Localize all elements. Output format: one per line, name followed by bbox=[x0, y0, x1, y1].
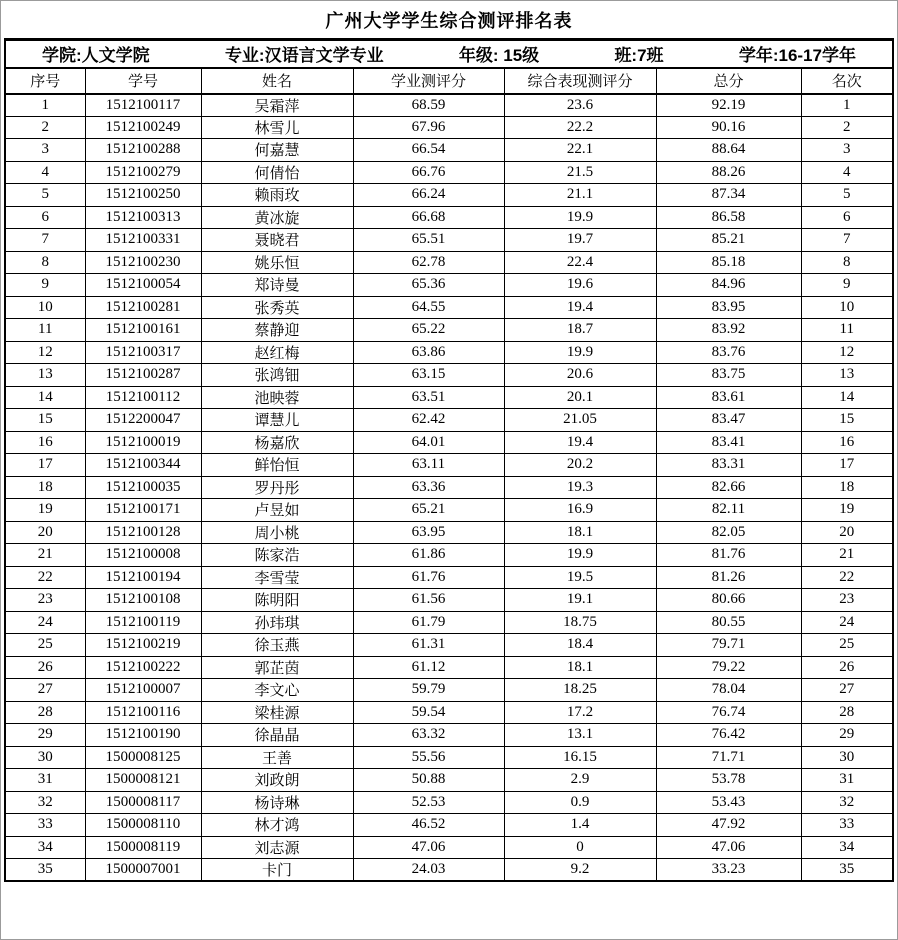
table-cell: 46.52 bbox=[353, 814, 504, 837]
table-cell: 8 bbox=[5, 251, 85, 274]
table-cell: 18.7 bbox=[504, 319, 656, 342]
table-cell: 63.32 bbox=[353, 724, 504, 747]
table-cell: 3 bbox=[5, 139, 85, 162]
info-school-year: 学年:16-17学年 bbox=[738, 46, 856, 66]
table-cell: 19.1 bbox=[504, 589, 656, 612]
column-header-student-id: 学号 bbox=[85, 68, 201, 94]
table-cell: 2.9 bbox=[504, 769, 656, 792]
table-cell: 7 bbox=[801, 229, 893, 252]
table-cell: 88.64 bbox=[656, 139, 801, 162]
table-cell: 63.15 bbox=[353, 364, 504, 387]
table-cell: 王善 bbox=[201, 746, 353, 769]
table-cell: 1512100190 bbox=[85, 724, 201, 747]
table-cell: 17 bbox=[5, 454, 85, 477]
table-cell: 29 bbox=[801, 724, 893, 747]
table-cell: 83.92 bbox=[656, 319, 801, 342]
table-cell: 83.75 bbox=[656, 364, 801, 387]
table-row bbox=[5, 791, 893, 814]
table-cell: 杨嘉欣 bbox=[201, 431, 353, 454]
table-cell: 23 bbox=[801, 589, 893, 612]
table-cell: 6 bbox=[5, 206, 85, 229]
table-row bbox=[5, 341, 893, 364]
table-cell: 22 bbox=[801, 566, 893, 589]
table-cell: 21 bbox=[801, 544, 893, 567]
table-header-row bbox=[5, 68, 893, 94]
table-cell: 陈明阳 bbox=[201, 589, 353, 612]
table-cell: 蔡静迎 bbox=[201, 319, 353, 342]
table-row bbox=[5, 139, 893, 162]
table-cell: 81.76 bbox=[656, 544, 801, 567]
table-cell: 81.26 bbox=[656, 566, 801, 589]
table-cell: 87.34 bbox=[656, 184, 801, 207]
table-cell: 53.78 bbox=[656, 769, 801, 792]
table-cell: 8 bbox=[801, 251, 893, 274]
table-cell: 66.68 bbox=[353, 206, 504, 229]
table-cell: 0 bbox=[504, 836, 656, 859]
table-cell: 83.41 bbox=[656, 431, 801, 454]
table-cell: 79.22 bbox=[656, 656, 801, 679]
table-cell: 61.79 bbox=[353, 611, 504, 634]
column-header-comprehensive-score: 综合表现测评分 bbox=[504, 68, 656, 94]
table-cell: 4 bbox=[5, 161, 85, 184]
table-row bbox=[5, 544, 893, 567]
table-cell: 19 bbox=[5, 499, 85, 522]
table-cell: 22 bbox=[5, 566, 85, 589]
table-cell: 1512100313 bbox=[85, 206, 201, 229]
table-cell: 林雪儿 bbox=[201, 116, 353, 139]
table-cell: 83.95 bbox=[656, 296, 801, 319]
table-cell: 1512100249 bbox=[85, 116, 201, 139]
table-cell: 1.4 bbox=[504, 814, 656, 837]
info-flex bbox=[6, 41, 892, 66]
table-cell: 30 bbox=[801, 746, 893, 769]
table-cell: 25 bbox=[801, 634, 893, 657]
table-cell: 3 bbox=[801, 139, 893, 162]
table-cell: 1512100219 bbox=[85, 634, 201, 657]
table-cell: 67.96 bbox=[353, 116, 504, 139]
column-header-name: 姓名 bbox=[201, 68, 353, 94]
table-cell: 83.31 bbox=[656, 454, 801, 477]
table-cell: 30 bbox=[5, 746, 85, 769]
table-cell: 刘政朗 bbox=[201, 769, 353, 792]
table-cell: 10 bbox=[5, 296, 85, 319]
info-grade: 年级: 15级 bbox=[458, 46, 540, 66]
table-cell: 周小桃 bbox=[201, 521, 353, 544]
table-cell: 18 bbox=[801, 476, 893, 499]
table-cell: 1500008121 bbox=[85, 769, 201, 792]
table-cell: 19.3 bbox=[504, 476, 656, 499]
table-cell: 86.58 bbox=[656, 206, 801, 229]
table-cell: 18.1 bbox=[504, 656, 656, 679]
table-cell: 2 bbox=[5, 116, 85, 139]
table-cell: 21 bbox=[5, 544, 85, 567]
table-cell: 59.54 bbox=[353, 701, 504, 724]
table-cell: 28 bbox=[5, 701, 85, 724]
table-cell: 郭芷茵 bbox=[201, 656, 353, 679]
table-row bbox=[5, 814, 893, 837]
table-cell: 14 bbox=[5, 386, 85, 409]
table-cell: 82.66 bbox=[656, 476, 801, 499]
table-cell: 6 bbox=[801, 206, 893, 229]
table-cell: 5 bbox=[801, 184, 893, 207]
table-cell: 10 bbox=[801, 296, 893, 319]
table-cell: 杨诗琳 bbox=[201, 791, 353, 814]
table-cell: 24.03 bbox=[353, 859, 504, 882]
table-row bbox=[5, 499, 893, 522]
table-cell: 66.24 bbox=[353, 184, 504, 207]
table-row bbox=[5, 94, 893, 117]
table-cell: 聂晓君 bbox=[201, 229, 353, 252]
table-cell: 22.4 bbox=[504, 251, 656, 274]
table-cell: 21.1 bbox=[504, 184, 656, 207]
table-cell: 1 bbox=[5, 94, 85, 117]
table-row bbox=[5, 701, 893, 724]
table-cell: 17.2 bbox=[504, 701, 656, 724]
table-cell: 61.56 bbox=[353, 589, 504, 612]
table-cell: 9 bbox=[5, 274, 85, 297]
table-cell: 35 bbox=[5, 859, 85, 882]
info-major: 专业:汉语言文学专业 bbox=[224, 46, 384, 66]
table-cell: 1512100116 bbox=[85, 701, 201, 724]
table-cell: 64.55 bbox=[353, 296, 504, 319]
table-cell: 17 bbox=[801, 454, 893, 477]
table-body bbox=[5, 94, 893, 882]
table-cell: 吴霜萍 bbox=[201, 94, 353, 117]
table-cell: 鲜怡恒 bbox=[201, 454, 353, 477]
table-cell: 64.01 bbox=[353, 431, 504, 454]
table-cell: 19.9 bbox=[504, 544, 656, 567]
table-row bbox=[5, 229, 893, 252]
table-cell: 29 bbox=[5, 724, 85, 747]
table-cell: 20.6 bbox=[504, 364, 656, 387]
table-cell: 24 bbox=[801, 611, 893, 634]
table-cell: 郑诗曼 bbox=[201, 274, 353, 297]
table-cell: 33 bbox=[5, 814, 85, 837]
table-cell: 63.51 bbox=[353, 386, 504, 409]
table-cell: 16 bbox=[801, 431, 893, 454]
table-cell: 0.9 bbox=[504, 791, 656, 814]
column-header-rank: 名次 bbox=[801, 68, 893, 94]
table-row bbox=[5, 296, 893, 319]
table-cell: 47.92 bbox=[656, 814, 801, 837]
table-cell: 1512100019 bbox=[85, 431, 201, 454]
table-cell: 19.6 bbox=[504, 274, 656, 297]
table-cell: 34 bbox=[5, 836, 85, 859]
table-cell: 李文心 bbox=[201, 679, 353, 702]
table-row bbox=[5, 859, 893, 882]
page-title: 广州大学学生综合测评排名表 bbox=[325, 10, 573, 31]
table-row bbox=[5, 611, 893, 634]
table-cell: 1512100279 bbox=[85, 161, 201, 184]
table-cell: 20.1 bbox=[504, 386, 656, 409]
table-cell: 梁桂源 bbox=[201, 701, 353, 724]
table-cell: 刘志源 bbox=[201, 836, 353, 859]
table-cell: 19.5 bbox=[504, 566, 656, 589]
table-cell: 13.1 bbox=[504, 724, 656, 747]
table-cell: 14 bbox=[801, 386, 893, 409]
table-cell: 62.78 bbox=[353, 251, 504, 274]
table-cell: 1512200047 bbox=[85, 409, 201, 432]
table-cell: 1512100281 bbox=[85, 296, 201, 319]
table-cell: 79.71 bbox=[656, 634, 801, 657]
table-cell: 5 bbox=[5, 184, 85, 207]
table-cell: 15 bbox=[5, 409, 85, 432]
table-cell: 何倩怡 bbox=[201, 161, 353, 184]
table-row bbox=[5, 589, 893, 612]
table-row bbox=[5, 319, 893, 342]
table-cell: 16 bbox=[5, 431, 85, 454]
table-cell: 1500008117 bbox=[85, 791, 201, 814]
table-row bbox=[5, 679, 893, 702]
table-cell: 4 bbox=[801, 161, 893, 184]
table-cell: 53.43 bbox=[656, 791, 801, 814]
table-cell: 24 bbox=[5, 611, 85, 634]
table-cell: 23.6 bbox=[504, 94, 656, 117]
table-cell: 83.76 bbox=[656, 341, 801, 364]
table-cell: 1512100108 bbox=[85, 589, 201, 612]
table-cell: 18.1 bbox=[504, 521, 656, 544]
table-cell: 7 bbox=[5, 229, 85, 252]
table-cell: 1512100287 bbox=[85, 364, 201, 387]
table-cell: 33.23 bbox=[656, 859, 801, 882]
table-cell: 18.75 bbox=[504, 611, 656, 634]
table-cell: 31 bbox=[801, 769, 893, 792]
table-cell: 11 bbox=[801, 319, 893, 342]
table-cell: 13 bbox=[5, 364, 85, 387]
table-cell: 85.18 bbox=[656, 251, 801, 274]
table-cell: 61.86 bbox=[353, 544, 504, 567]
column-header-seq: 序号 bbox=[5, 68, 85, 94]
table-cell: 32 bbox=[5, 791, 85, 814]
table-cell: 林才鸿 bbox=[201, 814, 353, 837]
table-row bbox=[5, 746, 893, 769]
table-cell: 20.2 bbox=[504, 454, 656, 477]
table-cell: 68.59 bbox=[353, 94, 504, 117]
table-cell: 1512100007 bbox=[85, 679, 201, 702]
table-cell: 张秀英 bbox=[201, 296, 353, 319]
table-cell: 65.36 bbox=[353, 274, 504, 297]
table-cell: 1512100344 bbox=[85, 454, 201, 477]
table-cell: 59.79 bbox=[353, 679, 504, 702]
table-cell: 63.86 bbox=[353, 341, 504, 364]
table-row bbox=[5, 836, 893, 859]
table-cell: 18.4 bbox=[504, 634, 656, 657]
table-info-row bbox=[5, 40, 893, 68]
table-row bbox=[5, 454, 893, 477]
table-cell: 1512100161 bbox=[85, 319, 201, 342]
info-cell bbox=[5, 40, 893, 68]
table-row bbox=[5, 724, 893, 747]
table-cell: 1512100288 bbox=[85, 139, 201, 162]
table-cell: 1512100222 bbox=[85, 656, 201, 679]
table-cell: 16.9 bbox=[504, 499, 656, 522]
table-row bbox=[5, 364, 893, 387]
table-cell: 孙玮琪 bbox=[201, 611, 353, 634]
table-cell: 19.7 bbox=[504, 229, 656, 252]
table-cell: 陈家浩 bbox=[201, 544, 353, 567]
table-cell: 19.9 bbox=[504, 341, 656, 364]
table-cell: 9 bbox=[801, 274, 893, 297]
table-cell: 61.76 bbox=[353, 566, 504, 589]
table-row bbox=[5, 251, 893, 274]
table-cell: 19.9 bbox=[504, 206, 656, 229]
table-cell: 34 bbox=[801, 836, 893, 859]
table-cell: 徐玉燕 bbox=[201, 634, 353, 657]
table-row bbox=[5, 634, 893, 657]
table-row bbox=[5, 476, 893, 499]
table-cell: 20 bbox=[5, 521, 85, 544]
table-cell: 姚乐恒 bbox=[201, 251, 353, 274]
table-cell: 27 bbox=[801, 679, 893, 702]
table-cell: 65.51 bbox=[353, 229, 504, 252]
table-cell: 1500008125 bbox=[85, 746, 201, 769]
table-cell: 徐晶晶 bbox=[201, 724, 353, 747]
info-college: 学院:人文学院 bbox=[42, 46, 150, 66]
table-row bbox=[5, 521, 893, 544]
table-cell: 31 bbox=[5, 769, 85, 792]
table-row bbox=[5, 431, 893, 454]
table-cell: 1512100317 bbox=[85, 341, 201, 364]
table-cell: 22.2 bbox=[504, 116, 656, 139]
table-cell: 李雪莹 bbox=[201, 566, 353, 589]
table-cell: 65.22 bbox=[353, 319, 504, 342]
table-row bbox=[5, 116, 893, 139]
info-class: 班:7班 bbox=[614, 46, 664, 66]
table-cell: 21.5 bbox=[504, 161, 656, 184]
table-cell: 62.42 bbox=[353, 409, 504, 432]
table-cell: 1 bbox=[801, 94, 893, 117]
table-cell: 1500007001 bbox=[85, 859, 201, 882]
table-cell: 1512100008 bbox=[85, 544, 201, 567]
table-cell: 28 bbox=[801, 701, 893, 724]
table-cell: 47.06 bbox=[353, 836, 504, 859]
table-cell: 赖雨玫 bbox=[201, 184, 353, 207]
table-cell: 18 bbox=[5, 476, 85, 499]
table-cell: 22.1 bbox=[504, 139, 656, 162]
table-cell: 83.47 bbox=[656, 409, 801, 432]
table-cell: 1512100128 bbox=[85, 521, 201, 544]
table-cell: 82.05 bbox=[656, 521, 801, 544]
table-cell: 1512100331 bbox=[85, 229, 201, 252]
table-cell: 1512100035 bbox=[85, 476, 201, 499]
table-row bbox=[5, 386, 893, 409]
table-cell: 卡门 bbox=[201, 859, 353, 882]
table-row bbox=[5, 566, 893, 589]
table-cell: 23 bbox=[5, 589, 85, 612]
table-cell: 82.11 bbox=[656, 499, 801, 522]
table-cell: 78.04 bbox=[656, 679, 801, 702]
table-cell: 15 bbox=[801, 409, 893, 432]
table-cell: 1512100250 bbox=[85, 184, 201, 207]
table-cell: 50.88 bbox=[353, 769, 504, 792]
table-cell: 12 bbox=[5, 341, 85, 364]
table-row bbox=[5, 206, 893, 229]
table-cell: 2 bbox=[801, 116, 893, 139]
table-cell: 63.11 bbox=[353, 454, 504, 477]
table-cell: 1500008119 bbox=[85, 836, 201, 859]
table-cell: 19.4 bbox=[504, 296, 656, 319]
table-cell: 谭慧儿 bbox=[201, 409, 353, 432]
table-cell: 20 bbox=[801, 521, 893, 544]
table-row bbox=[5, 769, 893, 792]
table-cell: 9.2 bbox=[504, 859, 656, 882]
table-cell: 1512100194 bbox=[85, 566, 201, 589]
column-header-total-score: 总分 bbox=[656, 68, 801, 94]
table-cell: 80.55 bbox=[656, 611, 801, 634]
table-cell: 61.31 bbox=[353, 634, 504, 657]
table-cell: 90.16 bbox=[656, 116, 801, 139]
table-cell: 63.95 bbox=[353, 521, 504, 544]
table-cell: 1512100119 bbox=[85, 611, 201, 634]
table-cell: 1512100112 bbox=[85, 386, 201, 409]
table-cell: 52.53 bbox=[353, 791, 504, 814]
table-cell: 13 bbox=[801, 364, 893, 387]
table-cell: 18.25 bbox=[504, 679, 656, 702]
table-cell: 55.56 bbox=[353, 746, 504, 769]
table-cell: 1512100117 bbox=[85, 94, 201, 117]
table-cell: 26 bbox=[5, 656, 85, 679]
table-cell: 罗丹彤 bbox=[201, 476, 353, 499]
table-cell: 65.21 bbox=[353, 499, 504, 522]
table-cell: 19 bbox=[801, 499, 893, 522]
table-cell: 88.26 bbox=[656, 161, 801, 184]
table-cell: 26 bbox=[801, 656, 893, 679]
table-cell: 赵红梅 bbox=[201, 341, 353, 364]
table-cell: 33 bbox=[801, 814, 893, 837]
table-row bbox=[5, 656, 893, 679]
table-cell: 25 bbox=[5, 634, 85, 657]
table-row bbox=[5, 409, 893, 432]
table-cell: 卢昱如 bbox=[201, 499, 353, 522]
table-cell: 71.71 bbox=[656, 746, 801, 769]
table-cell: 16.15 bbox=[504, 746, 656, 769]
table-cell: 21.05 bbox=[504, 409, 656, 432]
table-cell: 黄冰旋 bbox=[201, 206, 353, 229]
table-cell: 61.12 bbox=[353, 656, 504, 679]
table-cell: 12 bbox=[801, 341, 893, 364]
table-cell: 92.19 bbox=[656, 94, 801, 117]
table-row bbox=[5, 161, 893, 184]
table-row bbox=[5, 184, 893, 207]
table-cell: 19.4 bbox=[504, 431, 656, 454]
table-cell: 1500008110 bbox=[85, 814, 201, 837]
table-cell: 63.36 bbox=[353, 476, 504, 499]
table-cell: 1512100230 bbox=[85, 251, 201, 274]
table-cell: 张鸿钿 bbox=[201, 364, 353, 387]
table-cell: 1512100054 bbox=[85, 274, 201, 297]
table-cell: 11 bbox=[5, 319, 85, 342]
table-cell: 1512100171 bbox=[85, 499, 201, 522]
table-cell: 84.96 bbox=[656, 274, 801, 297]
table-cell: 76.74 bbox=[656, 701, 801, 724]
table-cell: 27 bbox=[5, 679, 85, 702]
table-cell: 35 bbox=[801, 859, 893, 882]
column-header-academic-score: 学业测评分 bbox=[353, 68, 504, 94]
table-cell: 66.54 bbox=[353, 139, 504, 162]
table-cell: 池映蓉 bbox=[201, 386, 353, 409]
table-cell: 83.61 bbox=[656, 386, 801, 409]
ranking-table bbox=[4, 38, 894, 882]
table-cell: 47.06 bbox=[656, 836, 801, 859]
table-cell: 80.66 bbox=[656, 589, 801, 612]
table-cell: 32 bbox=[801, 791, 893, 814]
table-cell: 76.42 bbox=[656, 724, 801, 747]
table-cell: 何嘉慧 bbox=[201, 139, 353, 162]
table-cell: 66.76 bbox=[353, 161, 504, 184]
table-row bbox=[5, 274, 893, 297]
table-cell: 85.21 bbox=[656, 229, 801, 252]
